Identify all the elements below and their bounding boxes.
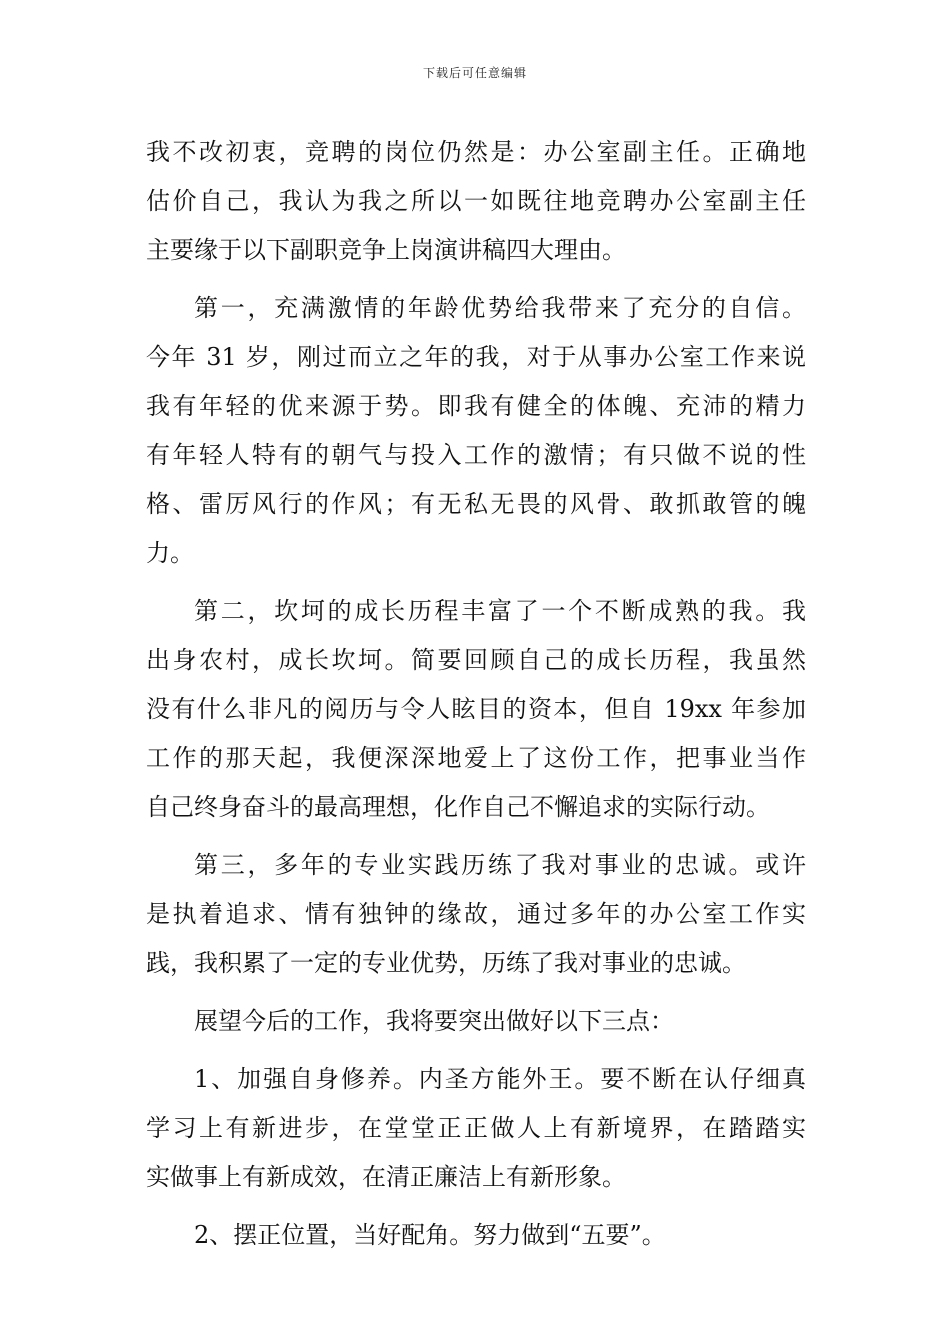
text-line: 估价自己，我认为我之所以一如既往地竞聘办公室副主任 (146, 187, 806, 215)
text-line: 我有年轻的优来源于势。即我有健全的体魄、充沛的精力 (146, 392, 806, 420)
text-line: 是执着追求、情有独钟的缘故，通过多年的办公室工作实 (146, 900, 806, 928)
text-line: 格、雷厉风行的作风；有无私无畏的风骨、敢抓敢管的魄 (146, 490, 806, 518)
text-line: 2、摆正位置，当好配角。努力做到“五要”。 (194, 1221, 666, 1249)
paragraph-outlook (146, 997, 806, 1046)
text-line: 践，我积累了一定的专业优势，历练了我对事业的忠诚。 (146, 949, 746, 977)
paragraph-point-two (146, 1211, 806, 1260)
text-line: 展望今后的工作，我将要突出做好以下三点： (194, 1007, 674, 1035)
text-line: 第二，坎坷的成长历程丰富了一个不断成熟的我。我 (194, 597, 806, 625)
paragraph-third-reason (146, 841, 806, 988)
text-line: 实做事上有新成效，在清正廉洁上有新形象。 (146, 1163, 626, 1191)
paragraph-point-one (146, 1055, 806, 1202)
text-line: 第一，充满激情的年龄优势给我带来了充分的自信。 (194, 294, 806, 322)
page-header: 下载后可任意编辑 (422, 66, 527, 80)
paragraph-second-reason (146, 587, 806, 832)
text-line: 学习上有新进步，在堂堂正正做人上有新境界，在踏踏实 (146, 1114, 806, 1142)
paragraph-first-reason (146, 284, 806, 578)
text-line: 我不改初衷，竞聘的岗位仍然是：办公室副主任。正确地 (146, 138, 806, 166)
text-line: 工作的那天起，我便深深地爱上了这份工作，把事业当作 (146, 744, 806, 772)
text-line: 没有什么非凡的阅历与令人眩目的资本，但自 19xx 年参加 (146, 695, 806, 723)
text-line: 今年 31 岁，刚过而立之年的我，对于从事办公室工作来说 (146, 343, 806, 371)
text-line: 自己终身奋斗的最高理想，化作自己不懈追求的实际行动。 (146, 793, 770, 821)
paragraph-continuation (146, 128, 806, 275)
text-line: 第三，多年的专业实践历练了我对事业的忠诚。或许 (194, 851, 806, 879)
document-body (146, 128, 806, 1260)
text-line: 主要缘于以下副职竞争上岗演讲稿四大理由。 (146, 236, 626, 264)
text-line: 出身农村，成长坎坷。简要回顾自己的成长历程，我虽然 (146, 646, 806, 674)
text-line: 1、加强自身修养。内圣方能外王。要不断在认仔细真 (194, 1065, 806, 1093)
text-line: 力。 (146, 539, 194, 567)
text-line: 有年轻人特有的朝气与投入工作的激情；有只做不说的性 (146, 441, 806, 469)
